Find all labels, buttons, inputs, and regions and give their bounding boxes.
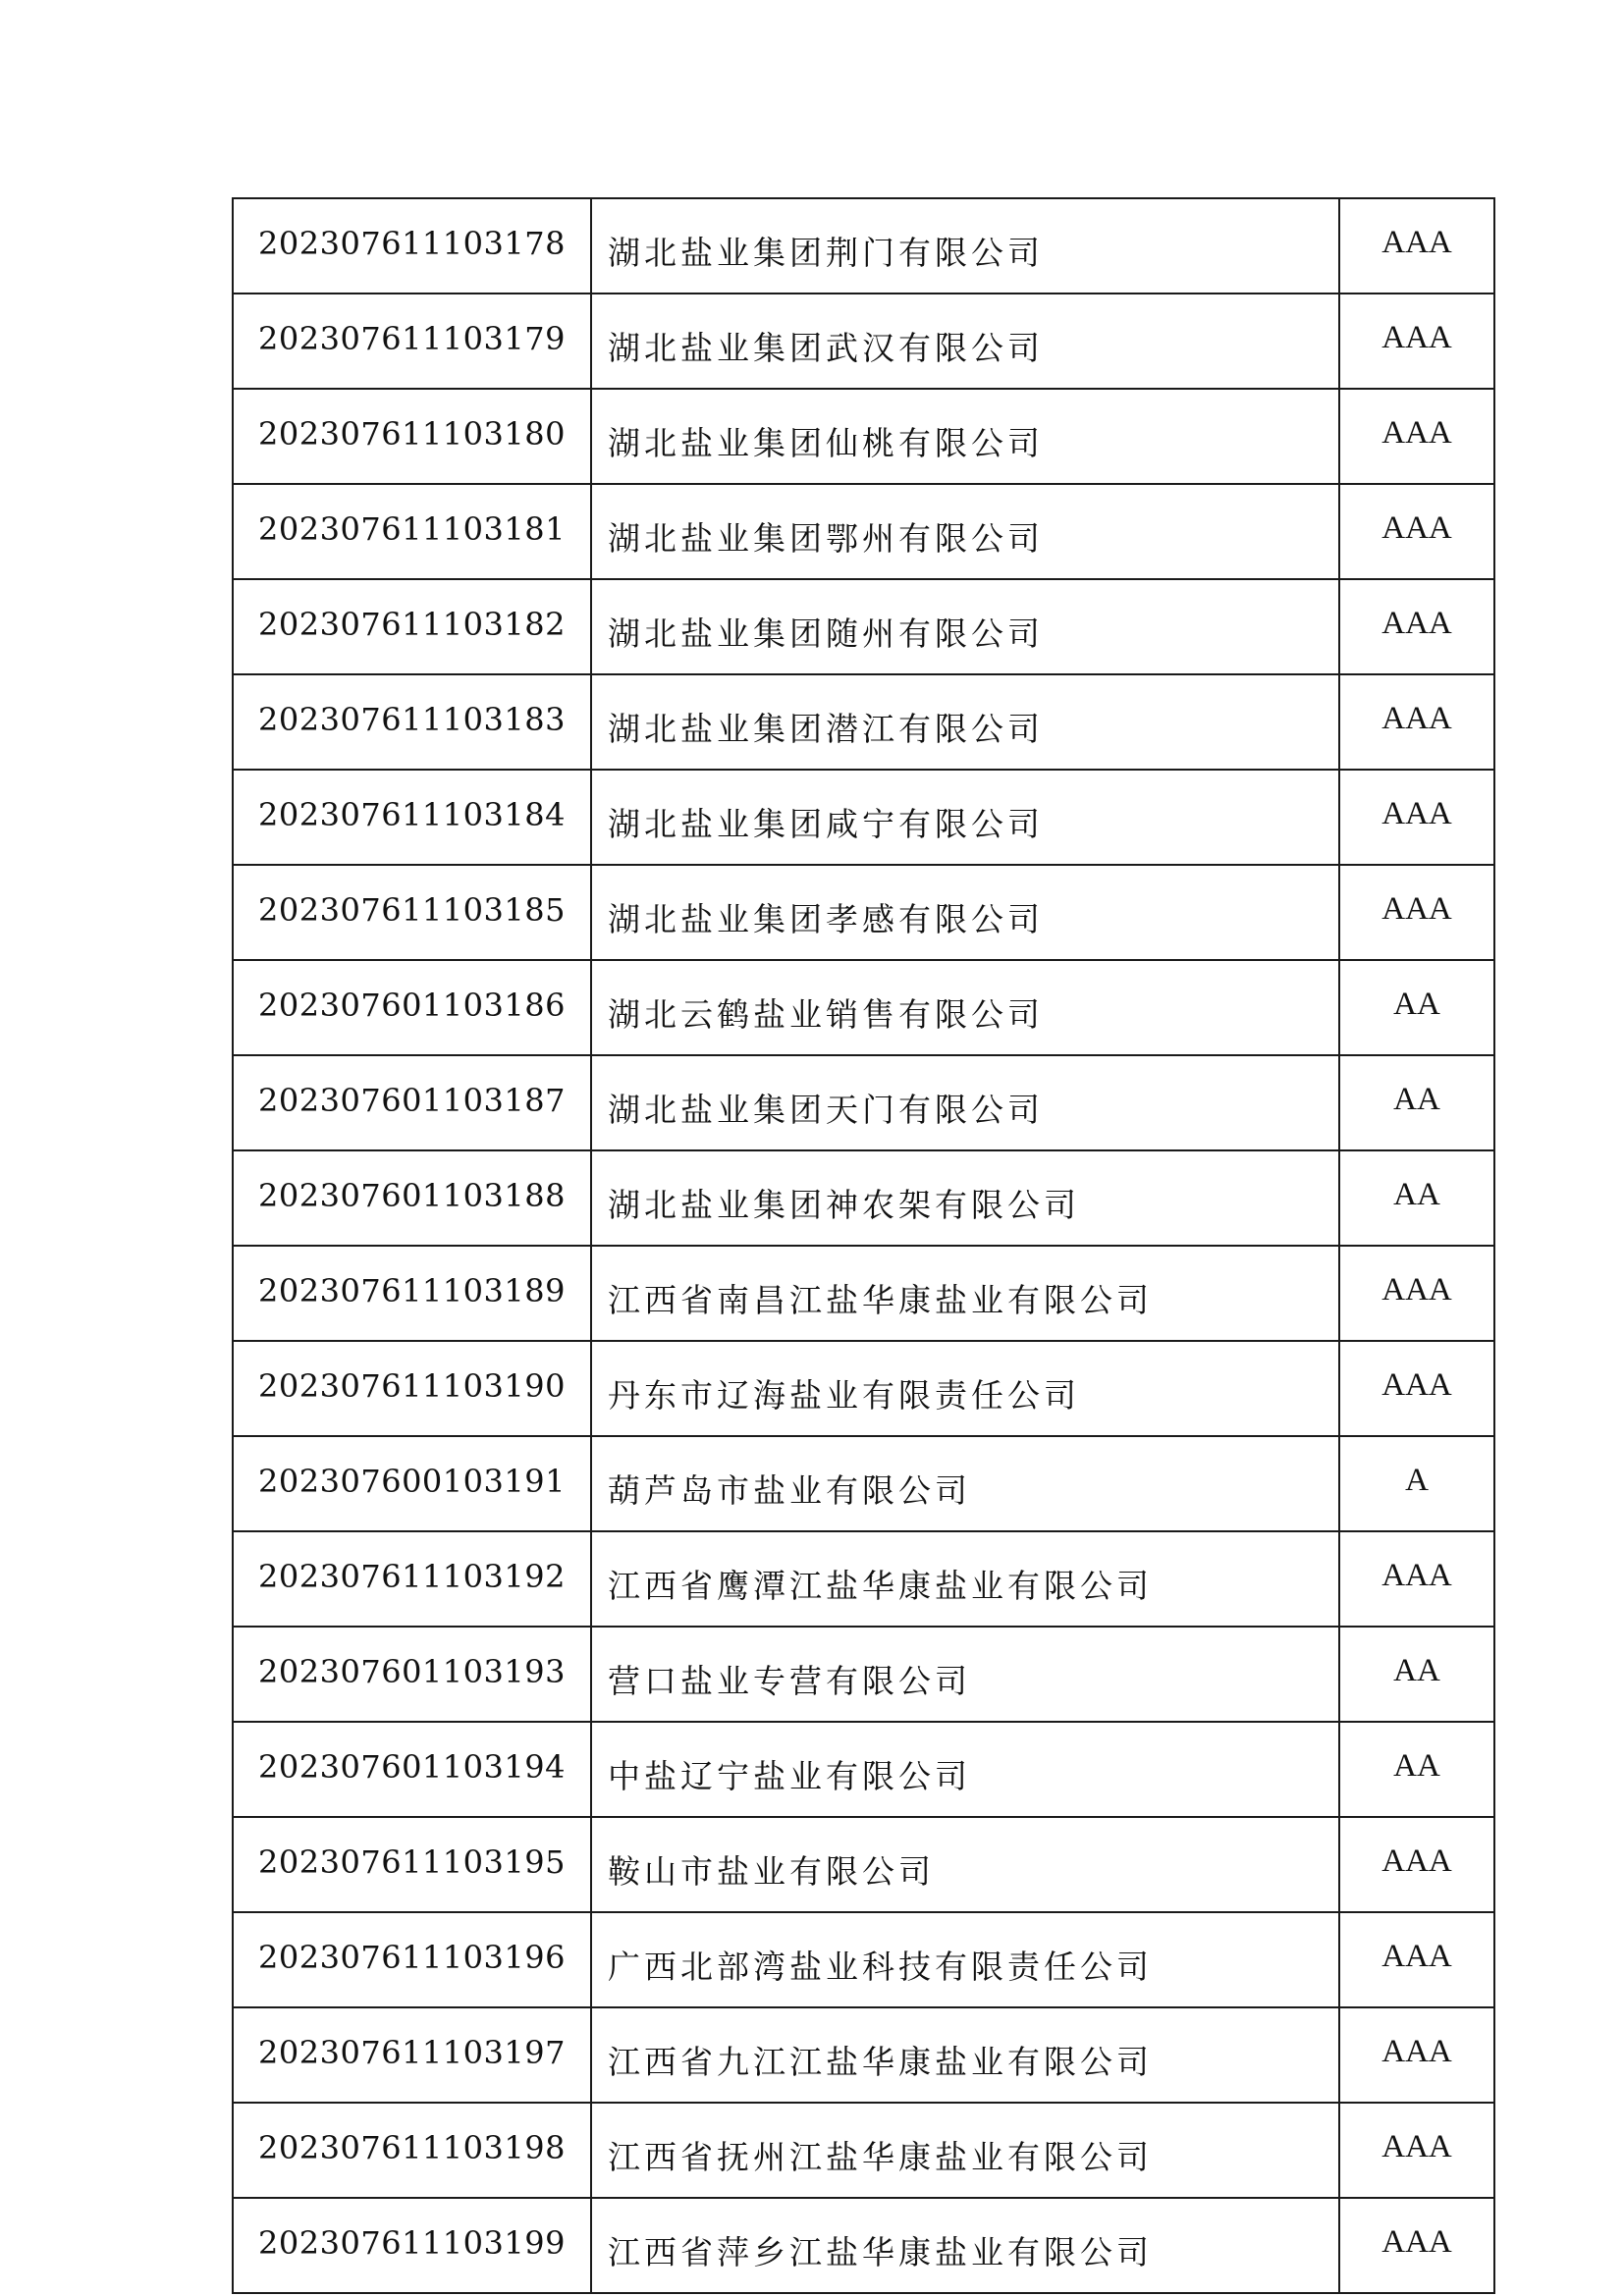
table-row (233, 198, 1494, 294)
table-row (233, 1627, 1494, 1722)
registration-code-cell: 202307601103188 (233, 1150, 591, 1246)
company-name-cell: 湖北盐业集团神农架有限公司 (591, 1150, 1339, 1246)
registration-code-cell: 202307611103185 (233, 865, 591, 960)
credit-grade-cell: AAA (1339, 674, 1494, 770)
document-page (232, 197, 1493, 2294)
credit-grade-cell: AAA (1339, 1246, 1494, 1341)
credit-grade-cell: AA (1339, 1627, 1494, 1722)
company-name-cell: 江西省南昌江盐华康盐业有限公司 (591, 1246, 1339, 1341)
company-name-cell: 丹东市辽海盐业有限责任公司 (591, 1341, 1339, 1436)
credit-grade-cell: AAA (1339, 1912, 1494, 2007)
company-name-cell: 湖北盐业集团鄂州有限公司 (591, 484, 1339, 579)
credit-grade-cell: AAA (1339, 579, 1494, 674)
table-row (233, 865, 1494, 960)
table-row (233, 484, 1494, 579)
table-row (233, 294, 1494, 389)
table-row (233, 2198, 1494, 2293)
credit-rating-table (232, 197, 1495, 2294)
credit-grade-cell: AA (1339, 1055, 1494, 1150)
registration-code-cell: 202307611103181 (233, 484, 591, 579)
credit-grade-cell: AAA (1339, 484, 1494, 579)
company-name-cell: 湖北盐业集团咸宁有限公司 (591, 770, 1339, 865)
credit-grade-cell: AAA (1339, 2007, 1494, 2103)
company-name-cell: 江西省萍乡江盐华康盐业有限公司 (591, 2198, 1339, 2293)
company-name-cell: 葫芦岛市盐业有限公司 (591, 1436, 1339, 1531)
credit-grade-cell: AAA (1339, 1817, 1494, 1912)
credit-grade-cell: AAA (1339, 294, 1494, 389)
registration-code-cell: 202307611103180 (233, 389, 591, 484)
table-row (233, 960, 1494, 1055)
credit-grade-cell: AA (1339, 960, 1494, 1055)
table-row (233, 2007, 1494, 2103)
company-name-cell: 营口盐业专营有限公司 (591, 1627, 1339, 1722)
registration-code-cell: 202307600103191 (233, 1436, 591, 1531)
company-name-cell: 湖北盐业集团仙桃有限公司 (591, 389, 1339, 484)
registration-code-cell: 202307611103192 (233, 1531, 591, 1627)
credit-grade-cell: AAA (1339, 1341, 1494, 1436)
registration-code-cell: 202307611103190 (233, 1341, 591, 1436)
credit-grade-cell: AAA (1339, 865, 1494, 960)
registration-code-cell: 202307611103197 (233, 2007, 591, 2103)
company-name-cell: 湖北云鹤盐业销售有限公司 (591, 960, 1339, 1055)
credit-grade-cell: AAA (1339, 1531, 1494, 1627)
table-row (233, 389, 1494, 484)
company-name-cell: 湖北盐业集团潜江有限公司 (591, 674, 1339, 770)
company-name-cell: 江西省抚州江盐华康盐业有限公司 (591, 2103, 1339, 2198)
credit-grade-cell: AA (1339, 1722, 1494, 1817)
company-name-cell: 中盐辽宁盐业有限公司 (591, 1722, 1339, 1817)
registration-code-cell: 202307611103182 (233, 579, 591, 674)
table-row (233, 1531, 1494, 1627)
registration-code-cell: 202307611103183 (233, 674, 591, 770)
table-row (233, 1722, 1494, 1817)
registration-code-cell: 202307611103184 (233, 770, 591, 865)
credit-grade-cell: A (1339, 1436, 1494, 1531)
credit-grade-cell: AAA (1339, 2103, 1494, 2198)
table-row (233, 1055, 1494, 1150)
registration-code-cell: 202307611103195 (233, 1817, 591, 1912)
company-name-cell: 湖北盐业集团天门有限公司 (591, 1055, 1339, 1150)
table-row (233, 674, 1494, 770)
credit-grade-cell: AAA (1339, 770, 1494, 865)
table-row (233, 579, 1494, 674)
table-row (233, 770, 1494, 865)
company-name-cell: 鞍山市盐业有限公司 (591, 1817, 1339, 1912)
company-name-cell: 江西省鹰潭江盐华康盐业有限公司 (591, 1531, 1339, 1627)
table-row (233, 1341, 1494, 1436)
company-name-cell: 湖北盐业集团荆门有限公司 (591, 198, 1339, 294)
table-row (233, 1436, 1494, 1531)
company-name-cell: 湖北盐业集团孝感有限公司 (591, 865, 1339, 960)
registration-code-cell: 202307601103193 (233, 1627, 591, 1722)
table-body (233, 198, 1494, 2293)
credit-grade-cell: AA (1339, 1150, 1494, 1246)
registration-code-cell: 202307601103187 (233, 1055, 591, 1150)
credit-grade-cell: AAA (1339, 198, 1494, 294)
registration-code-cell: 202307611103178 (233, 198, 591, 294)
table-row (233, 1817, 1494, 1912)
table-row (233, 1246, 1494, 1341)
registration-code-cell: 202307611103189 (233, 1246, 591, 1341)
table-row (233, 2103, 1494, 2198)
registration-code-cell: 202307601103186 (233, 960, 591, 1055)
company-name-cell: 江西省九江江盐华康盐业有限公司 (591, 2007, 1339, 2103)
company-name-cell: 湖北盐业集团武汉有限公司 (591, 294, 1339, 389)
registration-code-cell: 202307611103179 (233, 294, 591, 389)
registration-code-cell: 202307611103198 (233, 2103, 591, 2198)
registration-code-cell: 202307611103196 (233, 1912, 591, 2007)
registration-code-cell: 202307601103194 (233, 1722, 591, 1817)
company-name-cell: 广西北部湾盐业科技有限责任公司 (591, 1912, 1339, 2007)
table-row (233, 1912, 1494, 2007)
registration-code-cell: 202307611103199 (233, 2198, 591, 2293)
company-name-cell: 湖北盐业集团随州有限公司 (591, 579, 1339, 674)
credit-grade-cell: AAA (1339, 389, 1494, 484)
credit-grade-cell: AAA (1339, 2198, 1494, 2293)
table-row (233, 1150, 1494, 1246)
